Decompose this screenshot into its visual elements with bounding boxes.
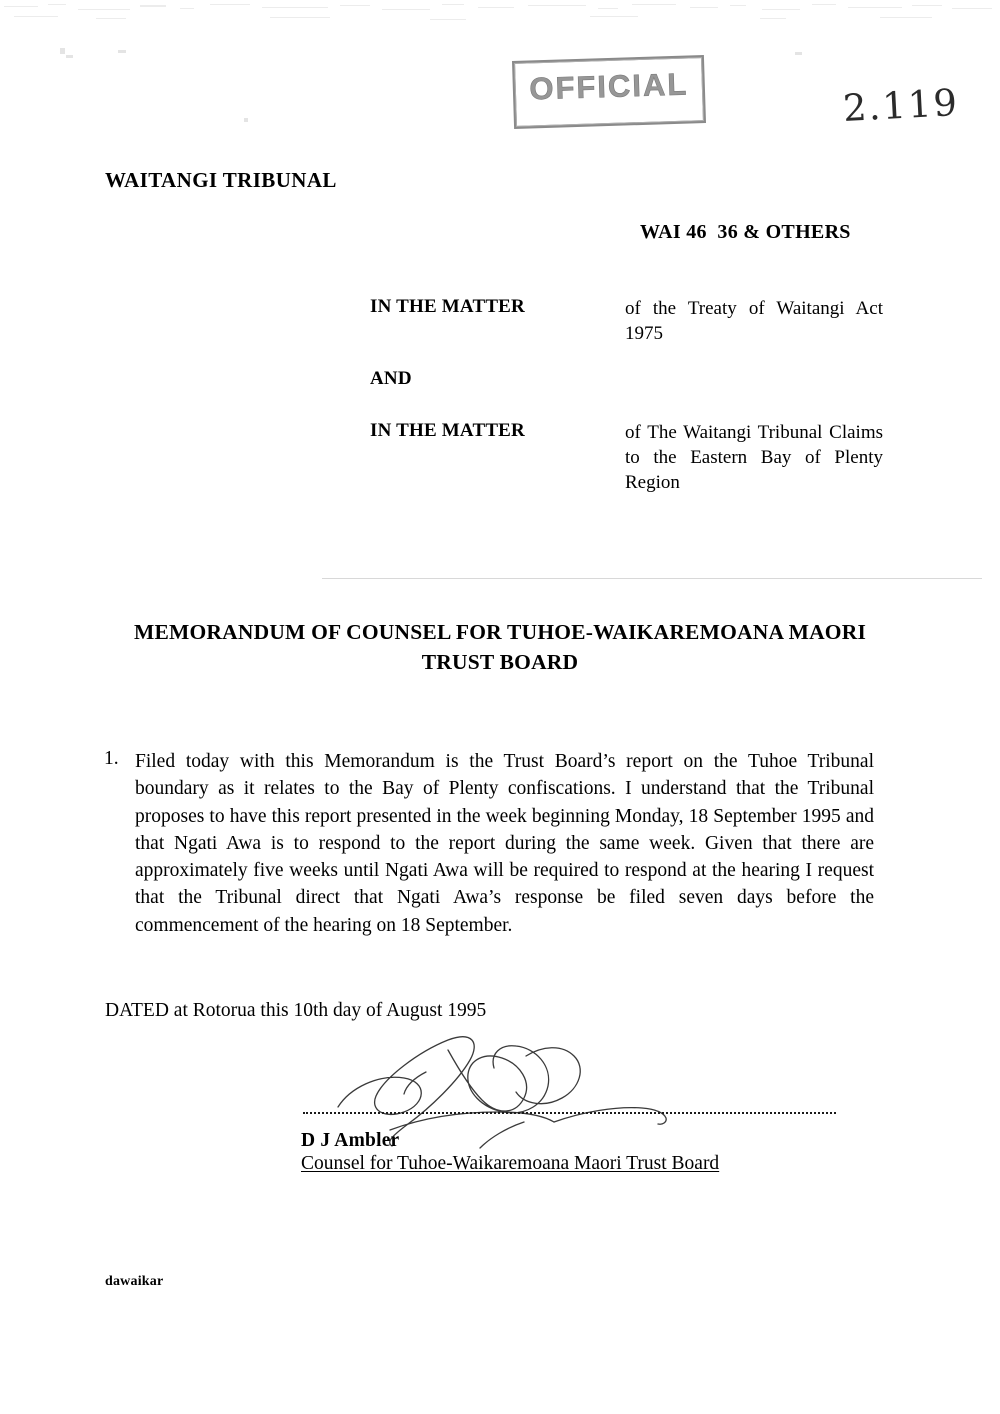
scan-speck — [795, 52, 802, 55]
paragraph-number: 1. — [104, 748, 119, 769]
matter-label-and: AND — [370, 368, 412, 389]
matter-value: of the Treaty of Waitangi Act 1975 — [625, 298, 883, 344]
page-title: MEMORANDUM OF COUNSEL FOR TUHOE-WAIKAREMOANA MAORI TRUST BOARD — [133, 620, 867, 674]
stamp-label: OFFICIAL — [528, 66, 689, 107]
scan-speck — [66, 55, 73, 58]
matter-value: of The Waitangi Tribunal Claims to the Eastern Bay of Plenty Region — [625, 422, 883, 493]
signer-role: Counsel for Tuhoe-Waikaremoana Maori Trust Board — [301, 1153, 720, 1174]
horizontal-separator — [322, 578, 982, 579]
scan-edge-artifacts — [0, 0, 1000, 26]
signature-line — [303, 1112, 836, 1114]
matter-label: IN THE MATTER — [370, 420, 525, 441]
paragraph-1 — [104, 748, 874, 939]
case-number: WAI 46 36 & OTHERS — [640, 221, 851, 243]
scan-speck — [60, 48, 65, 54]
footer-code: dawaikar — [105, 1274, 164, 1289]
matter-label: IN THE MATTER — [370, 296, 525, 317]
tribunal-name: WAITANGI TRIBUNAL — [105, 168, 337, 192]
dated-line: DATED at Rotorua this 10th day of August 1995 — [105, 1000, 487, 1021]
official-stamp — [512, 55, 706, 129]
scan-speck — [118, 50, 126, 53]
signer-name: D J Ambler — [301, 1130, 400, 1151]
handwritten-reference-number: 2.119 — [841, 80, 960, 131]
scan-speck — [244, 118, 248, 122]
paragraph-text: Filed today with this Memorandum is the Trust Board’s report on the Tuhoe Tribunal boundary as it relates to the Bay of Plenty confiscations. I understand that the Tribunal proposes to have this report presented in the week beginning Monday, 18 September 1995 and that Ngati Awa is to respond to the report during the same week. Given that there are approximately five weeks until Ngati Awa will be required to respond at the hearing I request that the Tribunal direct that Ngati Awa’s response be filed seven days before the commencement of the hearing on 18 September. — [135, 751, 874, 936]
